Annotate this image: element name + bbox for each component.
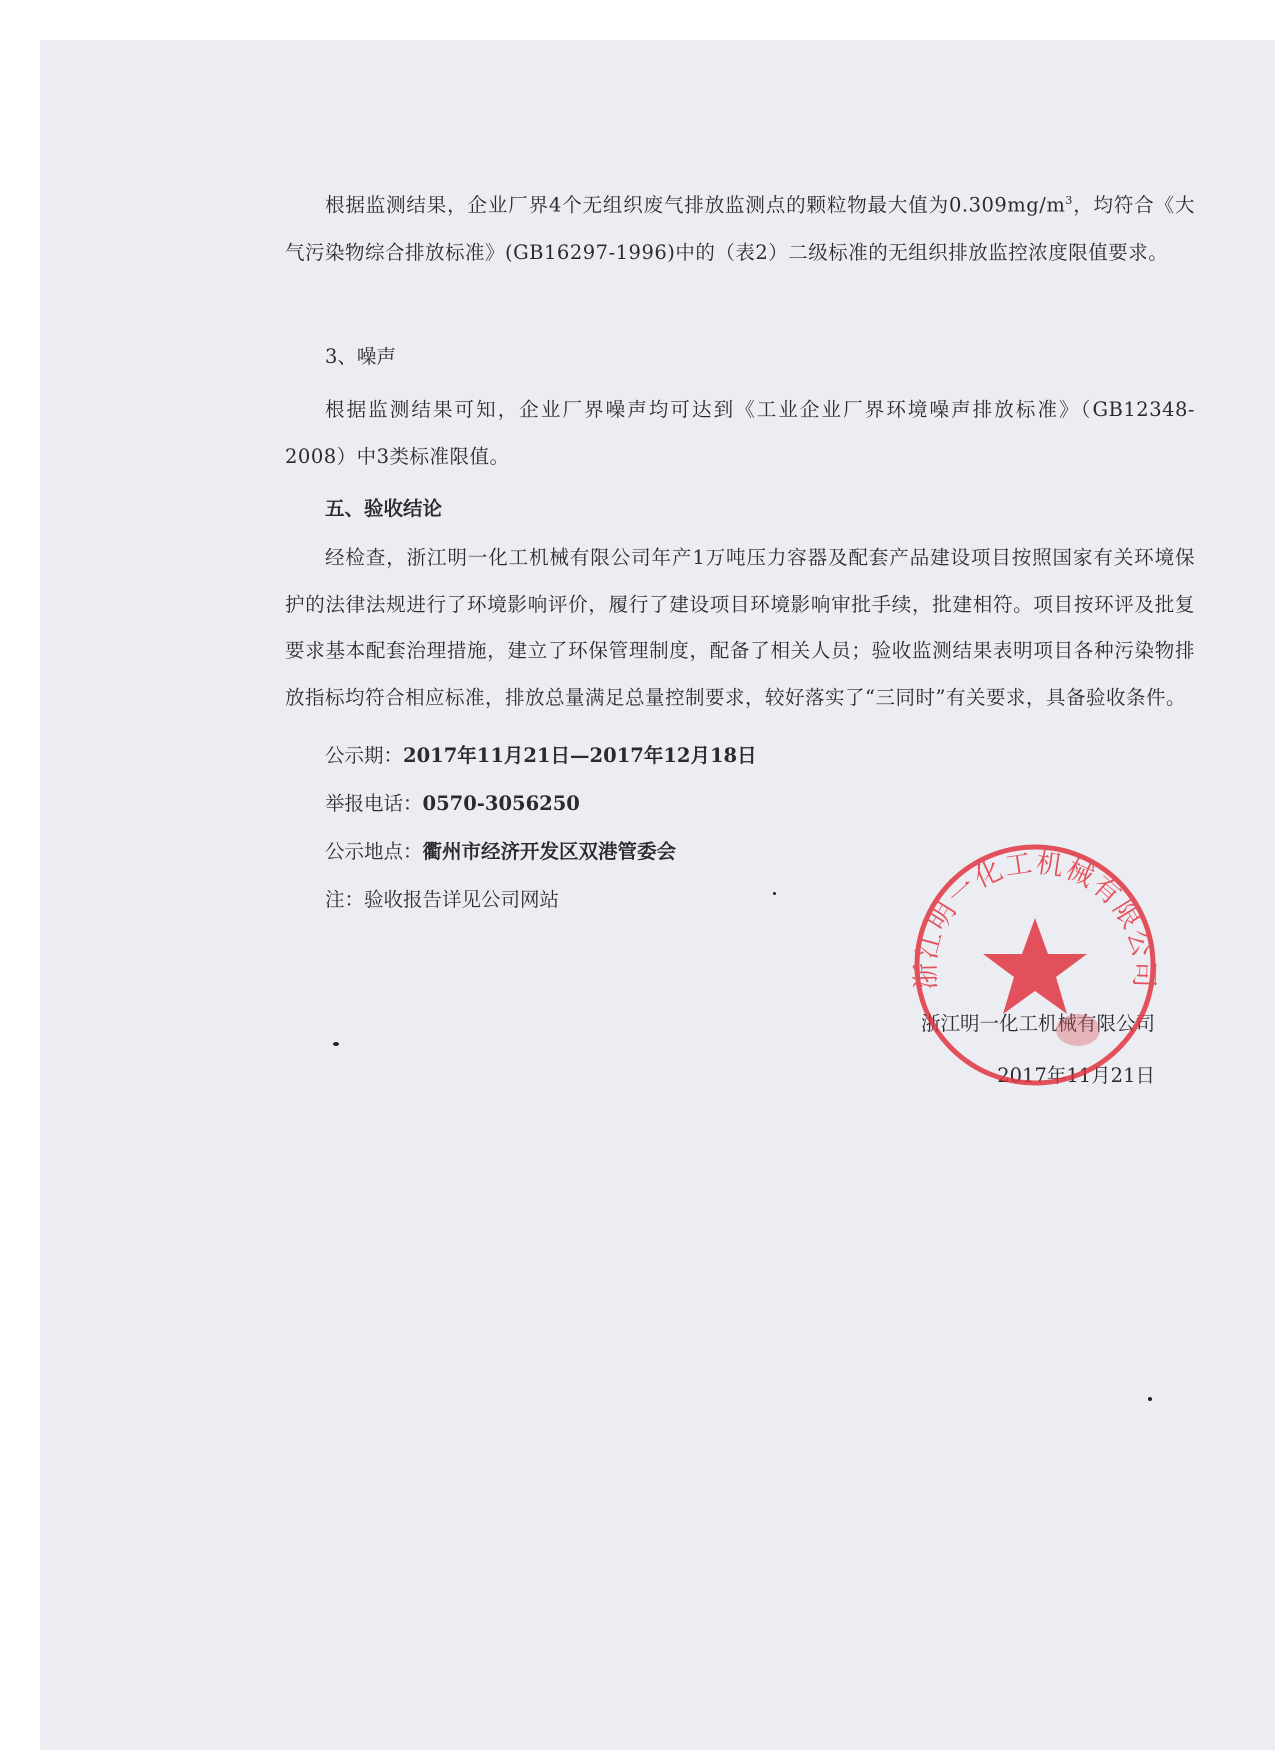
scan-speck [333, 1042, 339, 1046]
scan-speck [773, 892, 776, 895]
scan-speck [1148, 1397, 1152, 1401]
publicity-period-label: 公示期： [325, 744, 404, 767]
publicity-period [325, 732, 757, 779]
signature-date: 2017年11月21日 [997, 1064, 1155, 1087]
company-seal-icon [900, 830, 1170, 1100]
paragraph-particulate-text-a: 根据监测结果，企业厂界4个无组织废气排放监测点的颗粒物最大值为0.309mg/m [325, 193, 1066, 217]
publicity-location-value: 衢州市经济开发区双港管委会 [422, 840, 677, 863]
publicity-period-value: 2017年11月21日—2017年12月18日 [403, 744, 757, 767]
report-phone-label: 举报电话： [325, 792, 423, 815]
report-phone [325, 780, 580, 827]
note-line: 注：验收报告详见公司网站 [325, 888, 560, 911]
noise-heading: 3、噪声 [325, 345, 396, 368]
publicity-location-label: 公示地点： [325, 840, 423, 863]
superscript-3: 3 [1065, 194, 1073, 207]
paragraph-particulate-text-b: ，均符合《大气污染物综合排放标准》(GB16297-1996)中的（表2）二级标准的无组织排放监控浓度限值要求。 [285, 193, 1195, 264]
company-signature: 浙江明一化工机械有限公司 [920, 1012, 1155, 1035]
seal-star-icon [983, 918, 1087, 1014]
fingerprint-mark [1056, 1014, 1100, 1046]
report-phone-value: 0570-3056250 [422, 792, 580, 815]
paragraph-noise: 根据监测结果可知，企业厂界噪声均可达到《工业企业厂界环境噪声排放标准》（GB12348-2008）中3类标准限值。 [285, 398, 1195, 468]
publicity-location [325, 828, 676, 875]
conclusion-heading: 五、验收结论 [325, 497, 443, 520]
paragraph-particulate [285, 177, 1195, 276]
seal-text-path: 浙江明一化工机械有限公司 [910, 847, 1160, 991]
paragraph-conclusion: 经检查，浙江明一化工机械有限公司年产1万吨压力容器及配套产品建设项目按照国家有关环境保护的法律法规进行了环境影响评价，履行了建设项目环境影响审批手续，批建相符。项目按环评及批复要求基本配套治理措施，建立了环保管理制度，配备了相关人员；验收监测结果表明项目各种污染物排放指标均符合相应标准，排放总量满足总量控制要求，较好落实了“三同时”有关要求，具备验收条件。 [285, 546, 1195, 709]
